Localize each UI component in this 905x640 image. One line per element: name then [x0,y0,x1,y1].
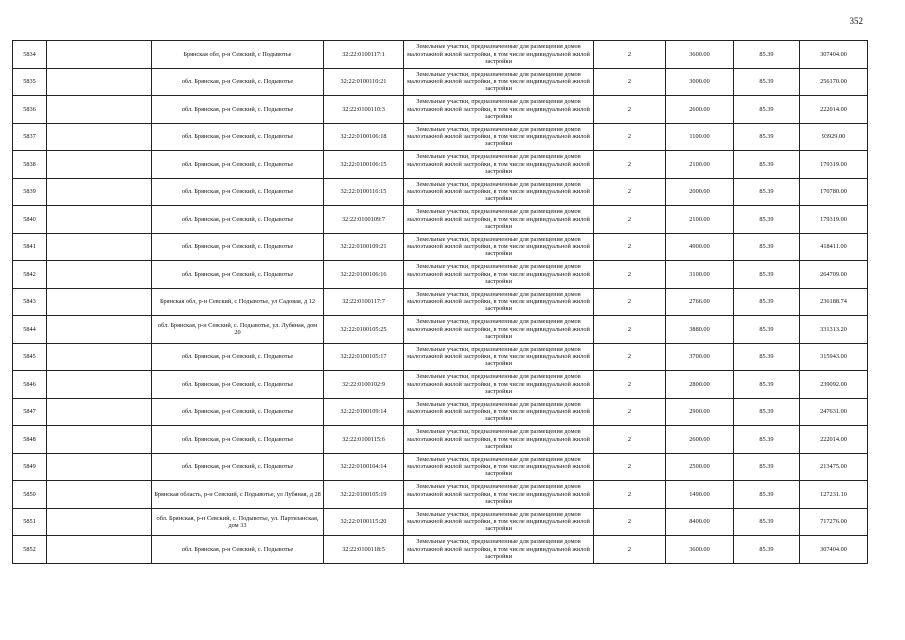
cell-cadastral-number: 32:22:0100117:1 [324,41,404,69]
cell-cadastral-value: 179319.00 [800,151,868,179]
cell-group: 2 [594,68,666,96]
cell-group: 2 [594,343,666,371]
cell-cadastral-value: 256170.00 [800,68,868,96]
cell-cadastral-number: 32:22:0100117:7 [324,288,404,316]
cell-cadastral-value: 717276.00 [800,508,868,536]
cell-cadastral-number: 32:22:0100105:25 [324,316,404,344]
cell-land-use-description: Земельные участки, предназначенные для размещения домов малоэтажной жилой застройки, в том числе индивидуальной жилой застройки [404,536,594,564]
cell-empty [47,178,152,206]
table-row [13,398,868,426]
cell-cadastral-number: 32:22:0100116:15 [324,178,404,206]
cell-area: 2766.00 [666,288,734,316]
cell-group: 2 [594,536,666,564]
cell-record-number: 5834 [13,41,47,69]
table-row [13,288,868,316]
page-number: 352 [849,16,863,26]
cell-empty [47,288,152,316]
cell-specific-value: 85.39 [734,96,800,124]
cell-area: 3600.00 [666,41,734,69]
cell-area: 2100.00 [666,206,734,234]
cell-record-number: 5845 [13,343,47,371]
cell-area: 2600.00 [666,96,734,124]
cell-area: 3880.00 [666,316,734,344]
cell-specific-value: 85.39 [734,481,800,509]
land-plot-registry-table [12,40,868,564]
cell-specific-value: 85.39 [734,178,800,206]
cell-area: 2600.00 [666,426,734,454]
cell-record-number: 5835 [13,68,47,96]
cell-group: 2 [594,178,666,206]
cell-empty [47,151,152,179]
cell-address: обл. Брянская, р-н Севский, с. Подывотье [152,68,324,96]
cell-specific-value: 85.39 [734,343,800,371]
cell-empty [47,123,152,151]
cell-cadastral-value: 93929.00 [800,123,868,151]
cell-area: 3100.00 [666,261,734,289]
cell-group: 2 [594,233,666,261]
cell-address: обл. Брянская, р-н Севский, с. Подывотье [152,123,324,151]
cell-record-number: 5850 [13,481,47,509]
cell-specific-value: 85.39 [734,288,800,316]
cell-record-number: 5841 [13,233,47,261]
cell-cadastral-value: 127231.10 [800,481,868,509]
cell-group: 2 [594,371,666,399]
table-row [13,316,868,344]
cell-cadastral-value: 222014.00 [800,96,868,124]
cell-land-use-description: Земельные участки, предназначенные для размещения домов малоэтажной жилой застройки, в том числе индивидуальной жилой застройки [404,288,594,316]
cell-record-number: 5837 [13,123,47,151]
cell-cadastral-number: 32:22:0100106:18 [324,123,404,151]
cell-land-use-description: Земельные участки, предназначенные для размещения домов малоэтажной жилой застройки, в том числе индивидуальной жилой застройки [404,206,594,234]
table-row [13,151,868,179]
cell-cadastral-number: 32:22:0100105:19 [324,481,404,509]
cell-cadastral-number: 32:22:0100110:3 [324,96,404,124]
cell-group: 2 [594,41,666,69]
cell-empty [47,68,152,96]
cell-cadastral-value: 236188.74 [800,288,868,316]
table-row [13,453,868,481]
table-row [13,68,868,96]
cell-land-use-description: Земельные участки, предназначенные для размещения домов малоэтажной жилой застройки, в том числе индивидуальной жилой застройки [404,68,594,96]
table-row [13,123,868,151]
cell-group: 2 [594,398,666,426]
cell-group: 2 [594,261,666,289]
cell-cadastral-number: 32:22:0100102:9 [324,371,404,399]
cell-group: 2 [594,453,666,481]
cell-address: Брянская обл, р-н Севский, с Подывотье, ул Садовая, д 12 [152,288,324,316]
cell-address: обл. Брянская, р-н Севский, с. Подывотье [152,206,324,234]
cell-specific-value: 85.39 [734,453,800,481]
cell-empty [47,453,152,481]
cell-cadastral-number: 32:22:0100109:14 [324,398,404,426]
cell-empty [47,398,152,426]
cell-empty [47,96,152,124]
cell-cadastral-value: 315943.00 [800,343,868,371]
cell-empty [47,481,152,509]
cell-record-number: 5847 [13,398,47,426]
cell-address: обл. Брянская, р-н Севский, с. Подывотье [152,398,324,426]
cell-record-number: 5838 [13,151,47,179]
table-row [13,233,868,261]
cell-cadastral-value: 222014.00 [800,426,868,454]
cell-specific-value: 85.39 [734,398,800,426]
cell-specific-value: 85.39 [734,316,800,344]
cell-record-number: 5849 [13,453,47,481]
cell-empty [47,426,152,454]
cell-group: 2 [594,508,666,536]
cell-area: 3700.00 [666,343,734,371]
cell-land-use-description: Земельные участки, предназначенные для размещения домов малоэтажной жилой застройки, в том числе индивидуальной жилой застройки [404,151,594,179]
cell-area: 1100.00 [666,123,734,151]
cell-specific-value: 85.39 [734,508,800,536]
cell-cadastral-value: 307404.00 [800,41,868,69]
table-row [13,96,868,124]
table-row [13,508,868,536]
cell-specific-value: 85.39 [734,371,800,399]
cell-cadastral-value: 331313.20 [800,316,868,344]
cell-cadastral-value: 418411.00 [800,233,868,261]
cell-specific-value: 85.39 [734,123,800,151]
cell-group: 2 [594,123,666,151]
table-body [13,41,868,564]
cell-record-number: 5839 [13,178,47,206]
cell-area: 3000.00 [666,68,734,96]
cell-area: 2900.00 [666,398,734,426]
cell-empty [47,508,152,536]
cell-group: 2 [594,96,666,124]
cell-group: 2 [594,316,666,344]
cell-record-number: 5851 [13,508,47,536]
cell-record-number: 5844 [13,316,47,344]
cell-area: 2500.00 [666,453,734,481]
cell-empty [47,316,152,344]
cell-address: обл. Брянская, р-н Севский, с. Подывотье [152,151,324,179]
table-row [13,343,868,371]
cell-cadastral-value: 213475.00 [800,453,868,481]
cell-address: обл. Брянская, р-н Севский, с. Подывотье [152,453,324,481]
cell-area: 3600.00 [666,536,734,564]
cell-area: 2800.00 [666,371,734,399]
table-row [13,481,868,509]
cell-record-number: 5843 [13,288,47,316]
cell-address: обл. Брянская, р-н Севский, с. Подывотье [152,178,324,206]
cell-land-use-description: Земельные участки, предназначенные для размещения домов малоэтажной жилой застройки, в том числе индивидуальной жилой застройки [404,41,594,69]
table-row [13,206,868,234]
cell-land-use-description: Земельные участки, предназначенные для размещения домов малоэтажной жилой застройки, в том числе индивидуальной жилой застройки [404,96,594,124]
cell-record-number: 5840 [13,206,47,234]
cell-cadastral-number: 32:22:0100109:21 [324,233,404,261]
cell-cadastral-number: 32:22:0100115:20 [324,508,404,536]
cell-land-use-description: Земельные участки, предназначенные для размещения домов малоэтажной жилой застройки, в том числе индивидуальной жилой застройки [404,398,594,426]
cell-land-use-description: Земельные участки, предназначенные для размещения домов малоэтажной жилой застройки, в том числе индивидуальной жилой застройки [404,233,594,261]
cell-record-number: 5836 [13,96,47,124]
cell-group: 2 [594,151,666,179]
cell-area: 8400.00 [666,508,734,536]
cell-address: обл. Брянская, р-н Севский, с. Подывотье [152,233,324,261]
cell-empty [47,343,152,371]
cell-empty [47,371,152,399]
cell-cadastral-number: 32:22:0100106:16 [324,261,404,289]
cell-land-use-description: Земельные участки, предназначенные для размещения домов малоэтажной жилой застройки, в том числе индивидуальной жилой застройки [404,261,594,289]
cell-land-use-description: Земельные участки, предназначенные для размещения домов малоэтажной жилой застройки, в том числе индивидуальной жилой застройки [404,426,594,454]
cell-cadastral-number: 32:22:0100115:6 [324,426,404,454]
cell-address: обл. Брянская, р-н Севский, с. Подывотье [152,426,324,454]
cell-land-use-description: Земельные участки, предназначенные для размещения домов малоэтажной жилой застройки, в том числе индивидуальной жилой застройки [404,316,594,344]
cell-area: 1490.00 [666,481,734,509]
cell-specific-value: 85.39 [734,536,800,564]
cell-empty [47,536,152,564]
cell-record-number: 5852 [13,536,47,564]
cell-group: 2 [594,481,666,509]
table-row [13,371,868,399]
cell-specific-value: 85.39 [734,206,800,234]
cell-cadastral-number: 32:22:0100109:7 [324,206,404,234]
cell-record-number: 5848 [13,426,47,454]
cell-specific-value: 85.39 [734,233,800,261]
cell-land-use-description: Земельные участки, предназначенные для размещения домов малоэтажной жилой застройки, в том числе индивидуальной жилой застройки [404,343,594,371]
table-row [13,261,868,289]
cell-empty [47,206,152,234]
cell-address: обл. Брянская, р-н Севский, с. Подывотье [152,343,324,371]
cell-cadastral-value: 307404.00 [800,536,868,564]
cell-specific-value: 85.39 [734,68,800,96]
cell-empty [47,41,152,69]
cell-address: обл. Брянская, р-н Севский, с. Подывотье [152,261,324,289]
cell-cadastral-value: 247631.00 [800,398,868,426]
cell-cadastral-number: 32:22:0100106:15 [324,151,404,179]
cell-area: 4900.00 [666,233,734,261]
cell-cadastral-number: 32:22:0100104:14 [324,453,404,481]
cell-land-use-description: Земельные участки, предназначенные для размещения домов малоэтажной жилой застройки, в том числе индивидуальной жилой застройки [404,508,594,536]
cell-land-use-description: Земельные участки, предназначенные для размещения домов малоэтажной жилой застройки, в том числе индивидуальной жилой застройки [404,453,594,481]
cell-address: Брянская область, р-н Севский, с Подывотье, ул Лубяная, д 28 [152,481,324,509]
cell-land-use-description: Земельные участки, предназначенные для размещения домов малоэтажной жилой застройки, в том числе индивидуальной жилой застройки [404,123,594,151]
table-row [13,178,868,206]
cell-group: 2 [594,426,666,454]
cell-address: обл. Брянская, р-н Севский, с. Подывотье, ул. Лубяная, дом 20 [152,316,324,344]
cell-empty [47,233,152,261]
cell-land-use-description: Земельные участки, предназначенные для размещения домов малоэтажной жилой застройки, в том числе индивидуальной жилой застройки [404,481,594,509]
table-row [13,426,868,454]
cell-cadastral-number: 32:22:0100110:21 [324,68,404,96]
table-row [13,41,868,69]
cell-empty [47,261,152,289]
cell-specific-value: 85.39 [734,41,800,69]
cell-cadastral-number: 32:22:0100105:17 [324,343,404,371]
cell-address: обл. Брянская, р-н Севский, с. Подывотье, ул. Партизанская, дом 33 [152,508,324,536]
cell-cadastral-value: 264709.00 [800,261,868,289]
cell-land-use-description: Земельные участки, предназначенные для размещения домов малоэтажной жилой застройки, в том числе индивидуальной жилой застройки [404,178,594,206]
table-row [13,536,868,564]
cell-cadastral-value: 170780.00 [800,178,868,206]
cell-area: 2100.00 [666,151,734,179]
cell-record-number: 5846 [13,371,47,399]
cell-cadastral-value: 239092.00 [800,371,868,399]
cell-land-use-description: Земельные участки, предназначенные для размещения домов малоэтажной жилой застройки, в том числе индивидуальной жилой застройки [404,371,594,399]
cell-cadastral-number: 32:22:0100118:5 [324,536,404,564]
cell-group: 2 [594,288,666,316]
cell-area: 2000.00 [666,178,734,206]
cell-address: обл. Брянская, р-н Севский, с. Подывотье [152,536,324,564]
cell-address: обл. Брянская, р-н Севский, с. Подывотье [152,371,324,399]
cell-specific-value: 85.39 [734,426,800,454]
cell-specific-value: 85.39 [734,151,800,179]
cell-record-number: 5842 [13,261,47,289]
cell-cadastral-value: 179319.00 [800,206,868,234]
cell-group: 2 [594,206,666,234]
cell-address: обл. Брянская, р-н Севский, с. Подывотье [152,96,324,124]
cell-address: Брянская обл, р-н Севский, с Подывотье [152,41,324,69]
cell-specific-value: 85.39 [734,261,800,289]
